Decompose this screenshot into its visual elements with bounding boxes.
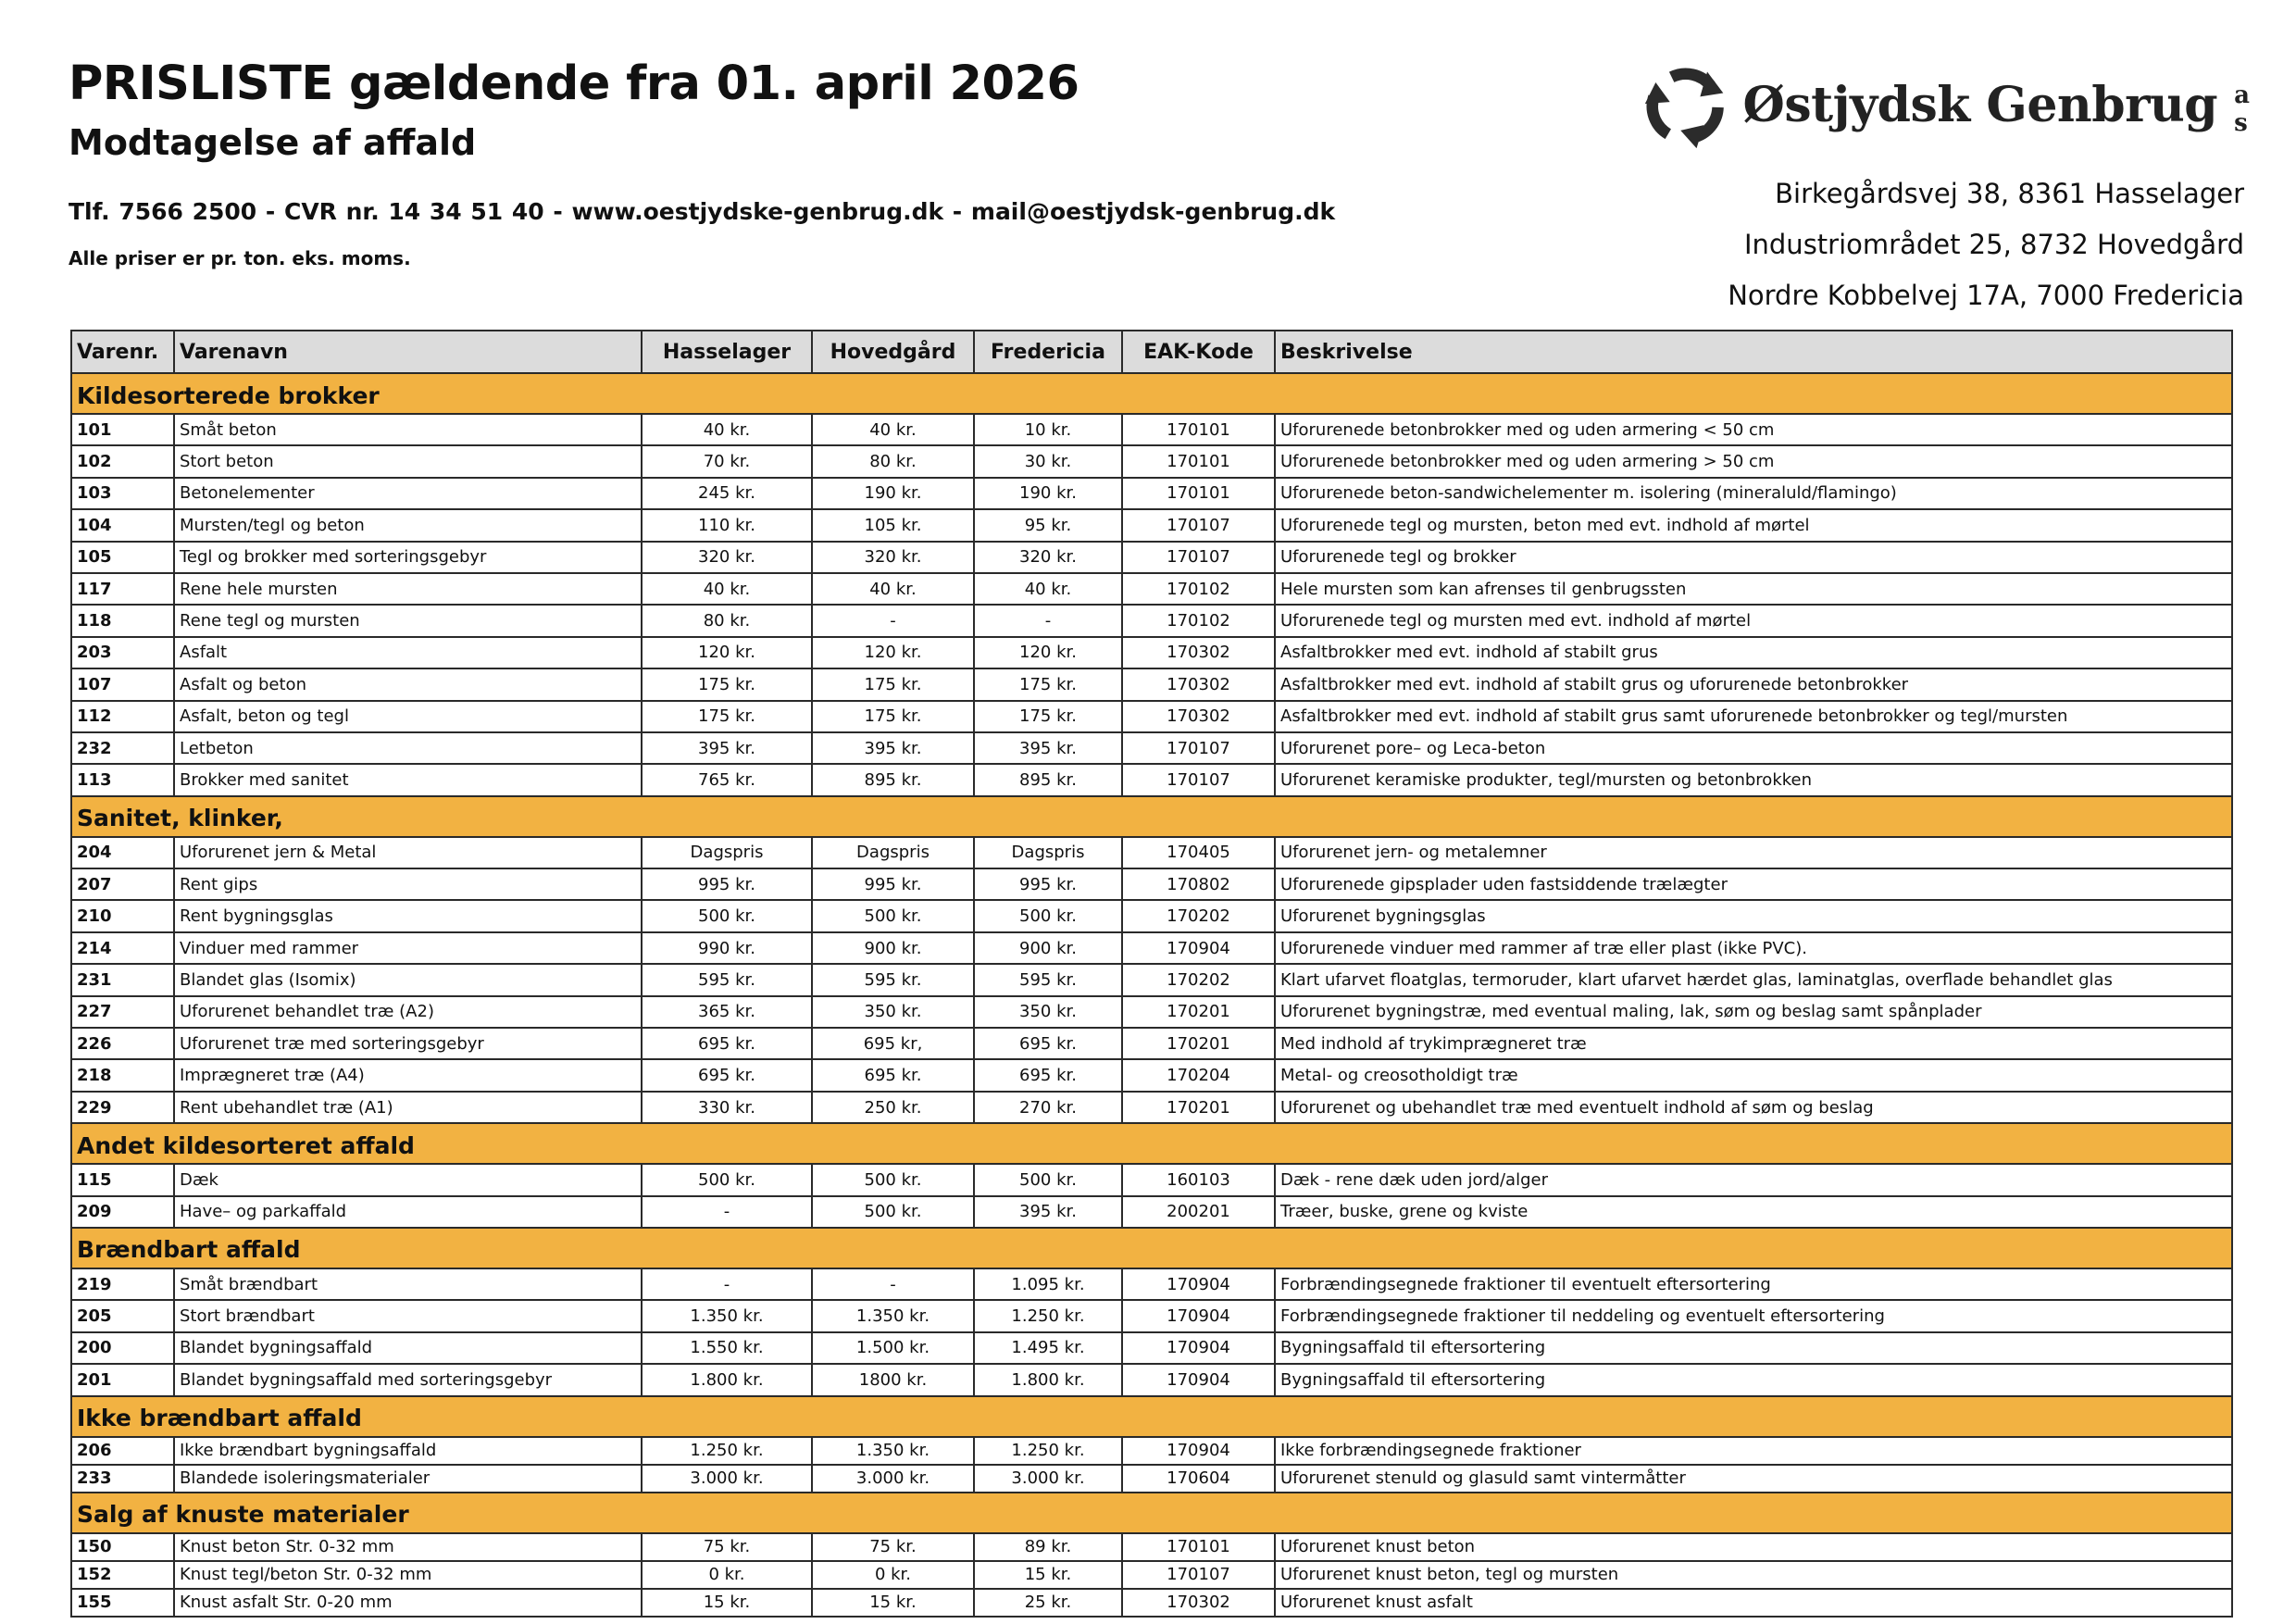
page-title: PRISLISTE gældende fra 01. april 2026 (69, 56, 1079, 111)
eak-code: 170101 (1122, 445, 1275, 477)
col-hasselager: Hasselager (642, 331, 812, 373)
item-number: 226 (71, 1028, 174, 1059)
item-description: Asfaltbrokker med evt. indhold af stabilt grus (1275, 637, 2232, 668)
item-name: Asfalt, beton og tegl (174, 701, 642, 732)
eak-code: 170202 (1122, 900, 1275, 931)
item-description: Uforurenede vinduer med rammer af træ eller plast (ikke PVC). (1275, 932, 2232, 964)
price-hovedgaard: 1800 kr. (812, 1364, 974, 1395)
category-title: Andet kildesorteret affald (71, 1123, 2232, 1164)
item-description: Bygningsaffald til eftersortering (1275, 1332, 2232, 1364)
price-hasselager: 500 kr. (642, 1164, 812, 1195)
eak-code: 170904 (1122, 1364, 1275, 1395)
item-description: Uforurenede betonbrokker med og uden armering < 50 cm (1275, 414, 2232, 445)
price-hasselager: - (642, 1268, 812, 1300)
item-number: 117 (71, 573, 174, 605)
item-number: 200 (71, 1332, 174, 1364)
price-hasselager: 3.000 kr. (642, 1465, 812, 1493)
price-fredericia: 350 kr. (974, 996, 1122, 1028)
item-description: Asfaltbrokker med evt. indhold af stabilt grus og uforurenede betonbrokker (1275, 668, 2232, 700)
price-hasselager: 695 kr. (642, 1028, 812, 1059)
price-fredericia: 175 kr. (974, 668, 1122, 700)
price-hasselager: 175 kr. (642, 668, 812, 700)
price-hasselager: 1.350 kr. (642, 1300, 812, 1331)
price-hovedgaard: 175 kr. (812, 701, 974, 732)
eak-code: 170101 (1122, 1533, 1275, 1561)
price-fredericia: 10 kr. (974, 414, 1122, 445)
table-row (71, 1364, 2232, 1395)
eak-code: 170201 (1122, 1028, 1275, 1059)
item-name: Blandet bygningsaffald med sorteringsgebyr (174, 1364, 642, 1395)
price-hasselager: 695 kr. (642, 1059, 812, 1091)
item-description: Uforurenede tegl og mursten med evt. indhold af mørtel (1275, 605, 2232, 636)
price-hasselager: 245 kr. (642, 478, 812, 509)
price-fredericia: - (974, 605, 1122, 636)
eak-code: 170904 (1122, 1268, 1275, 1300)
table-row (71, 701, 2232, 732)
item-name: Rene hele mursten (174, 573, 642, 605)
item-name: Uforurenet jern & Metal (174, 837, 642, 868)
price-hovedgaard: 595 kr. (812, 964, 974, 995)
price-hovedgaard: 1.350 kr. (812, 1437, 974, 1465)
item-description: Uforurenet pore– og Leca-beton (1275, 732, 2232, 764)
table-row (71, 932, 2232, 964)
item-description: Uforurenede tegl og mursten, beton med evt. indhold af mørtel (1275, 509, 2232, 541)
item-name: Blandet glas (Isomix) (174, 964, 642, 995)
item-number: 101 (71, 414, 174, 445)
price-note: Alle priser er pr. ton. eks. moms. (69, 247, 411, 270)
item-description: Uforurenede gipsplader uden fastsiddende trælægter (1275, 868, 2232, 900)
category-row (71, 1228, 2232, 1268)
category-title: Ikke brændbart affald (71, 1396, 2232, 1437)
item-name: Imprægneret træ (A4) (174, 1059, 642, 1091)
price-fredericia: 3.000 kr. (974, 1465, 1122, 1493)
item-number: 232 (71, 732, 174, 764)
item-description: Klart ufarvet floatglas, termoruder, klart ufarvet hærdet glas, laminatglas, overflade behandlet glas (1275, 964, 2232, 995)
price-hovedgaard: 395 kr. (812, 732, 974, 764)
price-fredericia: 995 kr. (974, 868, 1122, 900)
eak-code: 170101 (1122, 478, 1275, 509)
item-name: Stort brændbart (174, 1300, 642, 1331)
item-number: 104 (71, 509, 174, 541)
item-number: 105 (71, 542, 174, 573)
table-row (71, 1300, 2232, 1331)
item-name: Have– og parkaffald (174, 1196, 642, 1228)
recycle-icon (1641, 61, 1730, 150)
price-hasselager: Dagspris (642, 837, 812, 868)
table-row (71, 542, 2232, 573)
item-name: Uforurenet behandlet træ (A2) (174, 996, 642, 1028)
table-row (71, 837, 2232, 868)
item-description: Uforurenede beton-sandwichelementer m. isolering (mineraluld/flamingo) (1275, 478, 2232, 509)
company-suffix-a: a (2234, 81, 2250, 109)
item-name: Småt beton (174, 414, 642, 445)
price-fredericia: 1.495 kr. (974, 1332, 1122, 1364)
eak-code: 170904 (1122, 932, 1275, 964)
item-name: Ikke brændbart bygningsaffald (174, 1437, 642, 1465)
eak-code: 170107 (1122, 732, 1275, 764)
company-logo (1641, 61, 2250, 150)
table-row (71, 605, 2232, 636)
price-fredericia: 900 kr. (974, 932, 1122, 964)
category-title: Kildesorterede brokker (71, 373, 2232, 414)
price-fredericia: 95 kr. (974, 509, 1122, 541)
price-fredericia: 89 kr. (974, 1533, 1122, 1561)
item-name: Knust asfalt Str. 0-20 mm (174, 1589, 642, 1617)
item-name: Betonelementer (174, 478, 642, 509)
price-hovedgaard: 900 kr. (812, 932, 974, 964)
eak-code: 170107 (1122, 509, 1275, 541)
price-hasselager: 15 kr. (642, 1589, 812, 1617)
eak-code: 170302 (1122, 637, 1275, 668)
eak-code: 170405 (1122, 837, 1275, 868)
item-description: Uforurenet stenuld og glasuld samt vintermåtter (1275, 1465, 2232, 1493)
col-hovedgaard: Hovedgård (812, 331, 974, 373)
price-fredericia: 695 kr. (974, 1028, 1122, 1059)
item-name: Mursten/tegl og beton (174, 509, 642, 541)
table-row (71, 996, 2232, 1028)
item-description: Uforurenet jern- og metalemner (1275, 837, 2232, 868)
item-number: 107 (71, 668, 174, 700)
item-description: Asfaltbrokker med evt. indhold af stabilt grus samt uforurenede betonbrokker og tegl/mursten (1275, 701, 2232, 732)
price-hovedgaard: Dagspris (812, 837, 974, 868)
price-fredericia: 1.095 kr. (974, 1268, 1122, 1300)
item-number: 155 (71, 1589, 174, 1617)
price-hasselager: 1.550 kr. (642, 1332, 812, 1364)
price-hovedgaard: 120 kr. (812, 637, 974, 668)
eak-code: 170102 (1122, 605, 1275, 636)
item-description: Uforurenet knust beton (1275, 1533, 2232, 1561)
item-name: Letbeton (174, 732, 642, 764)
item-name: Småt brændbart (174, 1268, 642, 1300)
price-hovedgaard: 1.350 kr. (812, 1300, 974, 1331)
category-title: Salg af knuste materialer (71, 1493, 2232, 1533)
price-hovedgaard: 1.500 kr. (812, 1332, 974, 1364)
table-row (71, 1164, 2232, 1195)
table-row (71, 445, 2232, 477)
eak-code: 170904 (1122, 1332, 1275, 1364)
price-hovedgaard: 500 kr. (812, 1196, 974, 1228)
price-fredericia: 15 kr. (974, 1561, 1122, 1589)
eak-code: 170107 (1122, 542, 1275, 573)
table-row (71, 732, 2232, 764)
price-hasselager: 500 kr. (642, 900, 812, 931)
table-row (71, 1268, 2232, 1300)
item-name: Blandet bygningsaffald (174, 1332, 642, 1364)
price-fredericia: 500 kr. (974, 900, 1122, 931)
price-hovedgaard: 0 kr. (812, 1561, 974, 1589)
table-row (71, 637, 2232, 668)
item-name: Asfalt (174, 637, 642, 668)
category-row (71, 796, 2232, 837)
table-row (71, 509, 2232, 541)
price-hovedgaard: 15 kr. (812, 1589, 974, 1617)
table-row (71, 764, 2232, 795)
table-row (71, 1092, 2232, 1123)
table-row (71, 1465, 2232, 1493)
item-number: 209 (71, 1196, 174, 1228)
eak-code: 170302 (1122, 1589, 1275, 1617)
eak-code: 170904 (1122, 1300, 1275, 1331)
table-body (71, 373, 2232, 1617)
price-fredericia: 395 kr. (974, 1196, 1122, 1228)
header (69, 57, 1335, 269)
item-number: 118 (71, 605, 174, 636)
col-varenavn: Varenavn (174, 331, 642, 373)
item-description: Uforurenet knust beton, tegl og mursten (1275, 1561, 2232, 1589)
eak-code: 170904 (1122, 1437, 1275, 1465)
price-hasselager: 110 kr. (642, 509, 812, 541)
category-title: Sanitet, klinker, (71, 796, 2232, 837)
item-number: 227 (71, 996, 174, 1028)
eak-code: 170107 (1122, 1561, 1275, 1589)
table-header-row (71, 331, 2232, 373)
item-number: 207 (71, 868, 174, 900)
price-hasselager: 1.250 kr. (642, 1437, 812, 1465)
item-number: 233 (71, 1465, 174, 1493)
item-number: 102 (71, 445, 174, 477)
price-hovedgaard: 105 kr. (812, 509, 974, 541)
eak-code: 170802 (1122, 868, 1275, 900)
item-name: Rent ubehandlet træ (A1) (174, 1092, 642, 1123)
item-description: Ikke forbrændingsegnede fraktioner (1275, 1437, 2232, 1465)
item-number: 231 (71, 964, 174, 995)
item-name: Uforurenet træ med sorteringsgebyr (174, 1028, 642, 1059)
item-description: Bygningsaffald til eftersortering (1275, 1364, 2232, 1395)
price-hovedgaard: - (812, 1268, 974, 1300)
price-fredericia: 1.250 kr. (974, 1437, 1122, 1465)
price-hasselager: 175 kr. (642, 701, 812, 732)
price-hasselager: 365 kr. (642, 996, 812, 1028)
price-hovedgaard: 40 kr. (812, 414, 974, 445)
eak-code: 160103 (1122, 1164, 1275, 1195)
price-hovedgaard: 895 kr. (812, 764, 974, 795)
price-fredericia: 500 kr. (974, 1164, 1122, 1195)
price-hasselager: - (642, 1196, 812, 1228)
company-suffix (2234, 81, 2250, 137)
price-hovedgaard: - (812, 605, 974, 636)
eak-code: 170204 (1122, 1059, 1275, 1091)
item-name: Brokker med sanitet (174, 764, 642, 795)
price-fredericia: 1.250 kr. (974, 1300, 1122, 1331)
col-varenr: Varenr. (71, 331, 174, 373)
price-hasselager: 595 kr. (642, 964, 812, 995)
item-name: Rent gips (174, 868, 642, 900)
col-beskrivelse: Beskrivelse (1275, 331, 2232, 373)
contact-line: Tlf. 7566 2500 - CVR nr. 14 34 51 40 - www.oestjydske-genbrug.dk - mail@oestjydsk-genbrug.dk (69, 198, 1336, 226)
table-row (71, 1028, 2232, 1059)
address-block (1728, 169, 2244, 321)
category-row (71, 373, 2232, 414)
eak-code: 170604 (1122, 1465, 1275, 1493)
item-number: 103 (71, 478, 174, 509)
table-row (71, 964, 2232, 995)
item-description: Dæk - rene dæk uden jord/alger (1275, 1164, 2232, 1195)
item-number: 205 (71, 1300, 174, 1331)
company-suffix-s: s (2234, 109, 2248, 137)
price-hovedgaard: 320 kr. (812, 542, 974, 573)
price-hovedgaard: 500 kr. (812, 900, 974, 931)
table-row (71, 668, 2232, 700)
price-hasselager: 120 kr. (642, 637, 812, 668)
price-fredericia: 395 kr. (974, 732, 1122, 764)
eak-code: 170302 (1122, 668, 1275, 700)
item-name: Stort beton (174, 445, 642, 477)
price-fredericia: 320 kr. (974, 542, 1122, 573)
price-fredericia: 175 kr. (974, 701, 1122, 732)
item-name: Knust beton Str. 0-32 mm (174, 1533, 642, 1561)
price-hasselager: 1.800 kr. (642, 1364, 812, 1395)
item-number: 204 (71, 837, 174, 868)
price-hovedgaard: 350 kr. (812, 996, 974, 1028)
item-number: 152 (71, 1561, 174, 1589)
price-hovedgaard: 3.000 kr. (812, 1465, 974, 1493)
item-description: Uforurenede betonbrokker med og uden armering > 50 cm (1275, 445, 2232, 477)
price-fredericia: 40 kr. (974, 573, 1122, 605)
price-table (70, 330, 2233, 1618)
price-hasselager: 40 kr. (642, 414, 812, 445)
price-hasselager: 990 kr. (642, 932, 812, 964)
price-hasselager: 395 kr. (642, 732, 812, 764)
table-row (71, 478, 2232, 509)
eak-code: 200201 (1122, 1196, 1275, 1228)
table-row (71, 573, 2232, 605)
price-hovedgaard: 40 kr. (812, 573, 974, 605)
category-row (71, 1493, 2232, 1533)
address-fredericia: Nordre Kobbelvej 17A, 7000 Fredericia (1728, 280, 2244, 311)
address-hasselager: Birkegårdsvej 38, 8361 Hasselager (1775, 178, 2244, 209)
item-number: 214 (71, 932, 174, 964)
price-hasselager: 75 kr. (642, 1533, 812, 1561)
col-eak: EAK-Kode (1122, 331, 1275, 373)
item-name: Asfalt og beton (174, 668, 642, 700)
item-description: Metal- og creosotholdigt træ (1275, 1059, 2232, 1091)
item-number: 201 (71, 1364, 174, 1395)
table-row (71, 1561, 2232, 1589)
eak-code: 170302 (1122, 701, 1275, 732)
price-hasselager: 995 kr. (642, 868, 812, 900)
price-fredericia: 25 kr. (974, 1589, 1122, 1617)
table-row (71, 1533, 2232, 1561)
item-name: Tegl og brokker med sorteringsgebyr (174, 542, 642, 573)
price-fredericia: 270 kr. (974, 1092, 1122, 1123)
item-name: Blandede isoleringsmaterialer (174, 1465, 642, 1493)
price-fredericia: 595 kr. (974, 964, 1122, 995)
price-fredericia: 190 kr. (974, 478, 1122, 509)
table-row (71, 414, 2232, 445)
price-fredericia: 1.800 kr. (974, 1364, 1122, 1395)
item-number: 112 (71, 701, 174, 732)
item-name: Vinduer med rammer (174, 932, 642, 964)
item-number: 150 (71, 1533, 174, 1561)
eak-code: 170101 (1122, 414, 1275, 445)
table-row (71, 900, 2232, 931)
category-row (71, 1396, 2232, 1437)
price-fredericia: 30 kr. (974, 445, 1122, 477)
item-number: 218 (71, 1059, 174, 1091)
price-hovedgaard: 175 kr. (812, 668, 974, 700)
item-description: Uforurenet og ubehandlet træ med eventuelt indhold af søm og beslag (1275, 1092, 2232, 1123)
table-row (71, 868, 2232, 900)
eak-code: 170102 (1122, 573, 1275, 605)
item-number: 203 (71, 637, 174, 668)
eak-code: 170201 (1122, 1092, 1275, 1123)
item-number: 115 (71, 1164, 174, 1195)
item-number: 113 (71, 764, 174, 795)
price-hovedgaard: 995 kr. (812, 868, 974, 900)
address-hovedgaard: Industriområdet 25, 8732 Hovedgård (1743, 229, 2244, 260)
item-description: Hele mursten som kan afrenses til genbrugssten (1275, 573, 2232, 605)
price-hasselager: 40 kr. (642, 573, 812, 605)
price-hovedgaard: 500 kr. (812, 1164, 974, 1195)
item-description: Med indhold af trykimprægneret træ (1275, 1028, 2232, 1059)
item-description: Uforurenet keramiske produkter, tegl/mursten og betonbrokken (1275, 764, 2232, 795)
price-fredericia: 120 kr. (974, 637, 1122, 668)
item-description: Forbrændingsegnede fraktioner til neddeling og eventuelt eftersortering (1275, 1300, 2232, 1331)
table-row (71, 1589, 2232, 1617)
price-hasselager: 330 kr. (642, 1092, 812, 1123)
category-title: Brændbart affald (71, 1228, 2232, 1268)
page-subtitle: Modtagelse af affald (69, 121, 477, 163)
item-name: Rent bygningsglas (174, 900, 642, 931)
table-row (71, 1196, 2232, 1228)
item-number: 210 (71, 900, 174, 931)
item-name: Dæk (174, 1164, 642, 1195)
price-hovedgaard: 80 kr. (812, 445, 974, 477)
price-fredericia: 695 kr. (974, 1059, 1122, 1091)
item-number: 219 (71, 1268, 174, 1300)
price-hasselager: 320 kr. (642, 542, 812, 573)
item-description: Uforurenet bygningstræ, med eventual maling, lak, søm og beslag samt spånplader (1275, 996, 2232, 1028)
price-hasselager: 765 kr. (642, 764, 812, 795)
price-hasselager: 80 kr. (642, 605, 812, 636)
price-hovedgaard: 695 kr, (812, 1028, 974, 1059)
company-name: Østjydsk Genbrug (1742, 77, 2218, 133)
item-number: 229 (71, 1092, 174, 1123)
item-description: Uforurenede tegl og brokker (1275, 542, 2232, 573)
price-hovedgaard: 190 kr. (812, 478, 974, 509)
eak-code: 170202 (1122, 964, 1275, 995)
eak-code: 170201 (1122, 996, 1275, 1028)
price-hasselager: 0 kr. (642, 1561, 812, 1589)
price-hovedgaard: 695 kr. (812, 1059, 974, 1091)
item-description: Uforurenet knust asfalt (1275, 1589, 2232, 1617)
item-description: Uforurenet bygningsglas (1275, 900, 2232, 931)
eak-code: 170107 (1122, 764, 1275, 795)
item-description: Forbrændingsegnede fraktioner til eventuelt eftersortering (1275, 1268, 2232, 1300)
table-row (71, 1332, 2232, 1364)
item-name: Rene tegl og mursten (174, 605, 642, 636)
category-row (71, 1123, 2232, 1164)
price-fredericia: Dagspris (974, 837, 1122, 868)
item-description: Træer, buske, grene og kviste (1275, 1196, 2232, 1228)
item-name: Knust tegl/beton Str. 0-32 mm (174, 1561, 642, 1589)
price-fredericia: 895 kr. (974, 764, 1122, 795)
col-fredericia: Fredericia (974, 331, 1122, 373)
price-hovedgaard: 250 kr. (812, 1092, 974, 1123)
price-hovedgaard: 75 kr. (812, 1533, 974, 1561)
price-hasselager: 70 kr. (642, 445, 812, 477)
item-number: 206 (71, 1437, 174, 1465)
table-row (71, 1059, 2232, 1091)
table-row (71, 1437, 2232, 1465)
